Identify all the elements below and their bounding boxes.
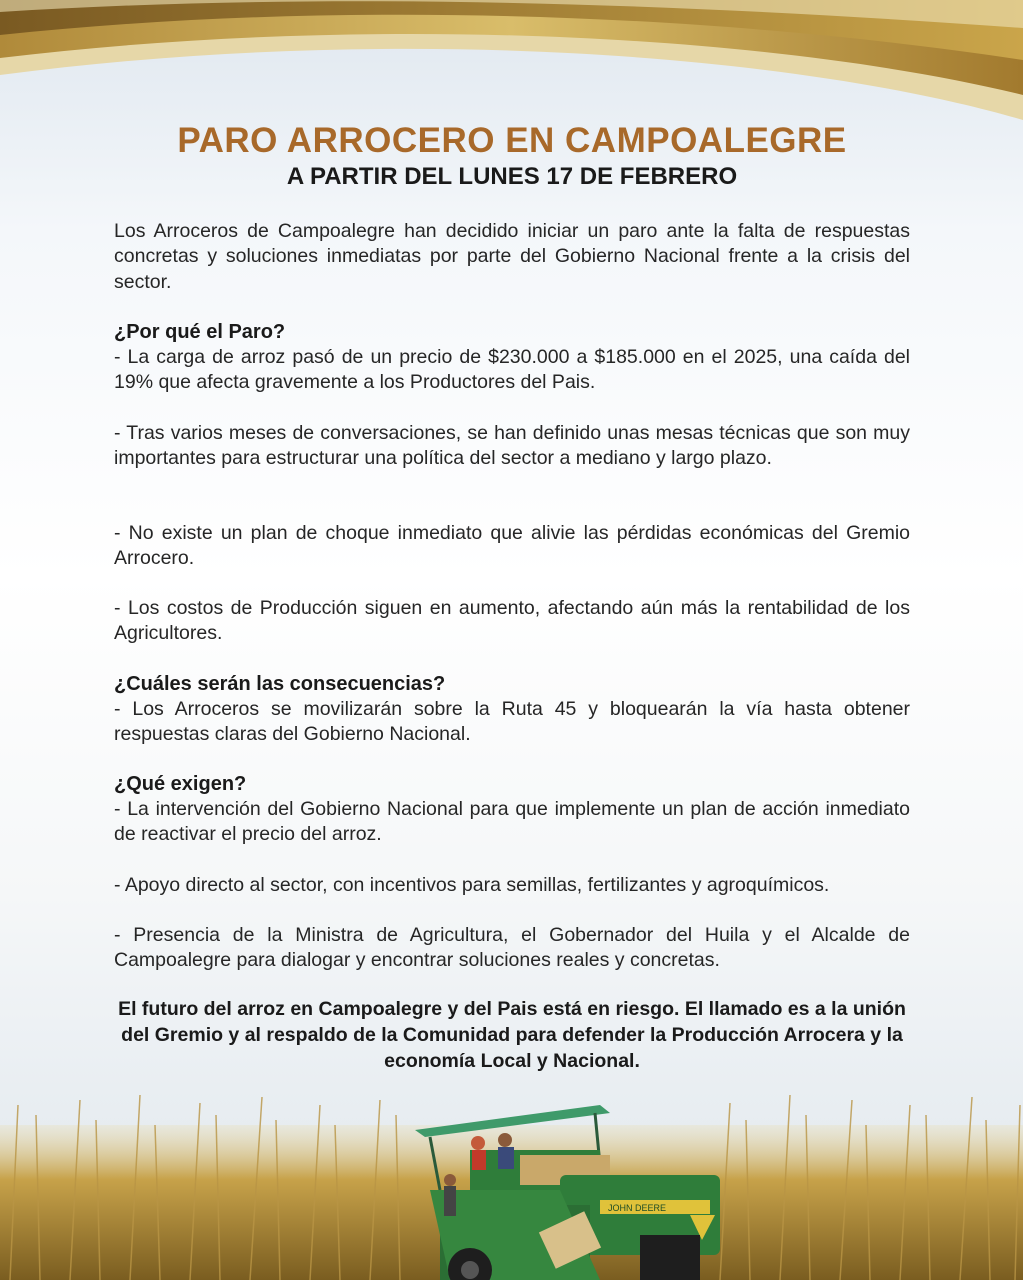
why-item-4: - Los costos de Producción siguen en aumento, afectando aún más la rentabilidad de los Agricultores. [114, 597, 910, 645]
intro-paragraph: Los Arroceros de Campoalegre han decidido iniciar un paro ante la falta de respuestas concretas y soluciones inmediatas por parte del Gobierno Nacional frente a la crisis del sector. [114, 220, 910, 293]
page-title: PARO ARROCERO EN CAMPOALEGRE [177, 121, 847, 160]
why-item-3: - No existe un plan de choque inmediato que alivie las pérdidas económicas del Gremio Arrocero. [114, 522, 910, 570]
section-heading-consequences: ¿Cuáles serán las consecuencias? [114, 673, 446, 695]
why-item-1: - La carga de arroz pasó de un precio de $230.000 a $185.000 en el 2025, una caída del 19% que afecta gravemente a los Productores del Pais. [114, 346, 910, 394]
why-item-2: - Tras varios meses de conversaciones, se han definido unas mesas técnicas que son muy importantes para estructurar una política del sector a mediano y largo plazo. [114, 422, 910, 470]
section-heading-demands: ¿Qué exigen? [114, 773, 247, 795]
demands-item-2: - Apoyo directo al sector, con incentivos para semillas, fertilizantes y agroquímicos. [114, 874, 830, 896]
closing-statement: El futuro del arroz en Campoalegre y del Pais está en riesgo. El llamado es a la unión del Gremio y al respaldo de la Comunidad para defender la Producción Arrocera y la economía Local y Nacional. [118, 998, 906, 1072]
section-heading-why: ¿Por qué el Paro? [114, 321, 286, 343]
demands-item-1: - La intervención del Gobierno Nacional para que implemente un plan de acción inmediato de reactivar el precio del arroz. [114, 798, 910, 846]
top-gold-swoosh [0, 0, 1023, 140]
consequences-item-1: - Los Arroceros se movilizarán sobre la Ruta 45 y bloquearán la vía hasta obtener respuestas claras del Gobierno Nacional. [114, 698, 910, 746]
page-subtitle: A PARTIR DEL LUNES 17 DE FEBRERO [286, 163, 738, 190]
rice-field-harvester-illustration [0, 1085, 1023, 1280]
demands-item-3: - Presencia de la Ministra de Agricultura, el Gobernador del Huila y el Alcalde de Campoalegre para dialogar y encontrar soluciones reales y concretas. [114, 924, 910, 972]
harvester-brand-label: JOHN DEERE [608, 1203, 667, 1213]
